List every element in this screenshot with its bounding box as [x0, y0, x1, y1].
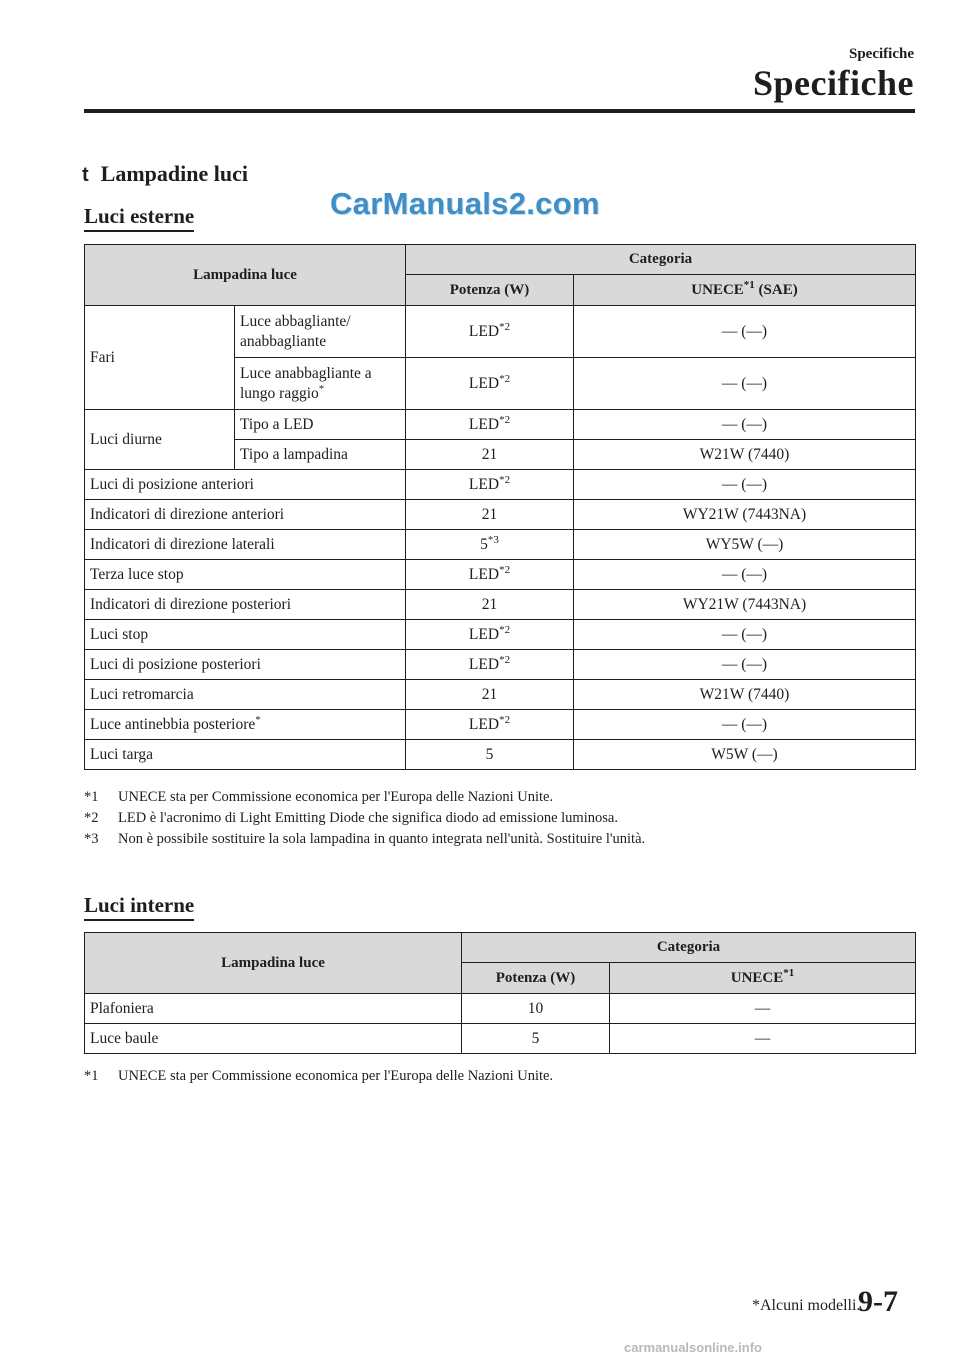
- row-sublabel: Luce anabbagliante a lungo raggio*: [235, 358, 406, 410]
- power-cell: 10: [462, 994, 610, 1024]
- interior-lights-title: Luci interne: [84, 893, 194, 921]
- col-header-bulb: Lampadina luce: [85, 245, 406, 306]
- power-cell: 21: [406, 440, 574, 470]
- power-cell: LED$^{*2}$: [406, 560, 574, 590]
- row-label: Luci retromarcia: [85, 680, 406, 710]
- row-sublabel: Tipo a lampadina: [235, 440, 406, 470]
- site-watermark: carmanualsonline.info: [624, 1340, 762, 1355]
- section-heading: [82, 161, 248, 187]
- page-number: 9-7: [858, 1285, 898, 1318]
- row-label: Luci targa: [85, 740, 406, 770]
- category-cell: W5W (—): [574, 740, 916, 770]
- power-cell: LED$^{*2}$: [406, 470, 574, 500]
- category-cell: — (—): [574, 710, 916, 740]
- power-cell: LED$^{*2}$: [406, 650, 574, 680]
- table-row: [85, 590, 916, 620]
- interior-lights-table: [84, 932, 916, 1054]
- category-cell: — (—): [574, 620, 916, 650]
- models-footnote: *Alcuni modelli.: [752, 1297, 861, 1314]
- row-label: Terza luce stop: [85, 560, 406, 590]
- table-row: [85, 470, 916, 500]
- exterior-footnotes: [84, 787, 645, 850]
- row-label: Indicatori di direzione anteriori: [85, 500, 406, 530]
- row-label: Luci di posizione anteriori: [85, 470, 406, 500]
- power-cell: 5: [406, 740, 574, 770]
- row-sublabel: Luce abbagliante/ anabbagliante: [235, 306, 406, 358]
- table-row: [85, 650, 916, 680]
- row-label: Luce antinebbia posteriore*: [85, 710, 406, 740]
- exterior-lights-table: [84, 244, 916, 770]
- section-marker-icon: t: [82, 164, 89, 186]
- row-label: Indicatori di direzione laterali: [85, 530, 406, 560]
- row-label: Luci diurne: [85, 410, 235, 470]
- table-row: [85, 740, 916, 770]
- col-header-power: Potenza (W): [462, 963, 610, 994]
- row-label: Fari: [85, 306, 235, 410]
- table-row: [85, 710, 916, 740]
- category-cell: WY21W (7443NA): [574, 500, 916, 530]
- section-title: Lampadine luci: [100, 161, 248, 186]
- power-cell: LED$^{*2}$: [406, 710, 574, 740]
- category-cell: WY5W (—): [574, 530, 916, 560]
- row-label: Luce baule: [85, 1024, 462, 1054]
- power-cell: LED$^{*2}$: [406, 306, 574, 358]
- footnote: *1 UNECE sta per Commissione economica per l'Europa delle Nazioni Unite.: [84, 789, 554, 805]
- watermark-logo: CarManuals2.com: [330, 186, 600, 221]
- category-cell: — (—): [574, 358, 916, 410]
- chapter-label: Specifiche: [849, 46, 914, 62]
- category-cell: —: [610, 1024, 916, 1054]
- interior-footnotes: [84, 1066, 553, 1087]
- power-cell: LED$^{*2}$: [406, 358, 574, 410]
- power-cell: 5$^{*3}$: [406, 530, 574, 560]
- footnote: *3 Non è possibile sostituire la sola lampadina in quanto integrata nell'unità. Sostituire l'unità.: [84, 831, 646, 847]
- category-cell: —: [610, 994, 916, 1024]
- col-header-bulb: Lampadina luce: [85, 933, 462, 994]
- category-cell: W21W (7440): [574, 680, 916, 710]
- table-row: [85, 994, 916, 1024]
- table-row: [85, 560, 916, 590]
- table-row: [85, 410, 916, 440]
- category-cell: — (—): [574, 650, 916, 680]
- power-cell: 5: [462, 1024, 610, 1054]
- exterior-lights-title: Luci esterne: [84, 204, 194, 232]
- category-cell: — (—): [574, 470, 916, 500]
- power-cell: 21: [406, 590, 574, 620]
- header-divider: [84, 109, 915, 113]
- col-header-unece: UNECE$^{*1}$ (SAE): [574, 275, 916, 306]
- col-header-unece: UNECE$^{*1}$: [610, 963, 916, 994]
- power-cell: 21: [406, 680, 574, 710]
- footnote: *1 UNECE sta per Commissione economica per l'Europa delle Nazioni Unite.: [84, 1068, 554, 1084]
- table-row: [85, 306, 916, 358]
- row-label: Indicatori di direzione posteriori: [85, 590, 406, 620]
- table-row: [85, 680, 916, 710]
- row-sublabel: Tipo a LED: [235, 410, 406, 440]
- power-cell: LED$^{*2}$: [406, 410, 574, 440]
- footnote: *2 LED è l'acronimo di Light Emitting Diode che significa diodo ad emissione luminosa.: [84, 810, 618, 826]
- power-cell: 21: [406, 500, 574, 530]
- category-cell: — (—): [574, 306, 916, 358]
- row-label: Plafoniera: [85, 994, 462, 1024]
- row-label: Luci di posizione posteriori: [85, 650, 406, 680]
- category-cell: — (—): [574, 410, 916, 440]
- category-cell: WY21W (7443NA): [574, 590, 916, 620]
- category-cell: W21W (7440): [574, 440, 916, 470]
- category-cell: — (—): [574, 560, 916, 590]
- table-row: [85, 500, 916, 530]
- table-row: [85, 1024, 916, 1054]
- col-header-category: Categoria: [406, 245, 916, 275]
- col-header-power: Potenza (W): [406, 275, 574, 306]
- row-label: Luci stop: [85, 620, 406, 650]
- col-header-category: Categoria: [462, 933, 916, 963]
- power-cell: LED$^{*2}$: [406, 620, 574, 650]
- chapter-title: Specifiche: [753, 63, 914, 103]
- table-row: [85, 530, 916, 560]
- table-row: [85, 620, 916, 650]
